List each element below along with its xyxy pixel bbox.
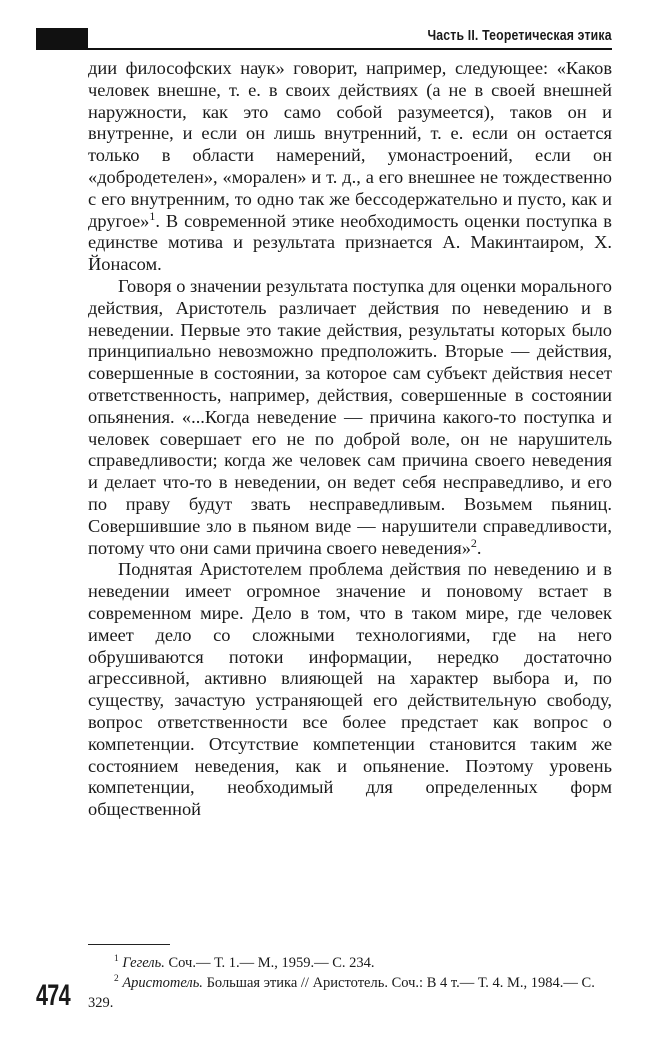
footnotes — [88, 953, 612, 1013]
paragraph-1 — [88, 58, 612, 276]
footnote-1-mark: 1 — [114, 954, 119, 965]
footnote-1 — [88, 953, 612, 973]
footnote-2-author: Аристотель. — [122, 975, 203, 991]
header-rule — [36, 48, 612, 50]
paragraph-2-text: Говоря о значении результата поступка для оценки морального действия, Аристотель различает действия по неведению и в неведении. Первые это такие действия, результаты которых было принципиально невозможно предположить. Вторые — действия, совершенные в состоянии, за которое сам субъект действия несет ответственность, например, действия, совершенные в состоянии опьянения. «...Когда неведение — причина какого-то поступка и человек совершает его не по доброй воле, он не нарушитель справедливости; когда же человек сам причина своего неведения и делает что-то в неведении, он ведет себя несправедливо, и его по праву будут звать несправедливым. Возьмем пьяниц. Совершившие зло в пьяном виде — нарушители справедливости, потому что они сами причина своего неведения» — [88, 275, 612, 558]
paragraph-3-text: Поднятая Аристотелем проблема действия по неведению и в неведении имеет огромное значение и поновому встает в современном мире. Дело в том, что в таком мире, где человек имеет дело со сложными технологиями, где на него обрушиваются потоки информации, нередко достаточно агрессивной, активно влияющей на характер выбора и, по существу, зачастую устраняющей его действительную свободу, вопрос ответственности все более предстает как вопрос о компетенции. Отсутствие компетенции становится таким же состоянием неведения, как и опьянение. Поэтому уровень компетенции, необходимый для определенных форм общественной — [88, 559, 612, 820]
page-number: 474 — [36, 979, 70, 1012]
footnote-2 — [88, 973, 612, 1013]
footnote-separator — [88, 944, 170, 945]
footnote-2-text: Большая этика // Аристотель. Соч.: В 4 т.— Т. 4. М., 1984.— С. 329. — [88, 975, 595, 1011]
footnote-ref-1: 1 — [149, 208, 156, 223]
header-black-bar — [36, 28, 88, 48]
paragraph-2-text-end: . — [476, 537, 482, 558]
footnote-1-text: Соч.— Т. 1.— М., 1959.— С. 234. — [164, 955, 375, 971]
footnote-2-mark: 2 — [114, 974, 119, 985]
paragraph-3 — [88, 559, 612, 821]
footnote-ref-2: 2 — [470, 535, 477, 550]
paragraph-1-text: дии философских наук» говорит, например, следующее: «Каков человек внешне, т. е. в своих действиях (а не в своей внешней наружности, как это само собой разумеется), таков он и внутренне, и если он лишь внутренний, т. е. если он остается только в области намерений, умонастроений, если он «добродетелен», «морален» и т. д., а его внешнее не тождественно с его внутренним, то одно так же бессодержательно и пусто, как и другое» — [88, 58, 612, 231]
paragraph-2 — [88, 276, 612, 559]
paragraph-1-text-end: . В современной этике необходимость оценки поступка в единстве мотива и результата признается А. Макинтаиром, Х. Йонасом. — [88, 210, 612, 275]
running-header-title: Часть II. Теоретическая этика — [427, 27, 612, 44]
main-text — [88, 58, 612, 821]
footnote-1-author: Гегель. — [122, 955, 165, 971]
